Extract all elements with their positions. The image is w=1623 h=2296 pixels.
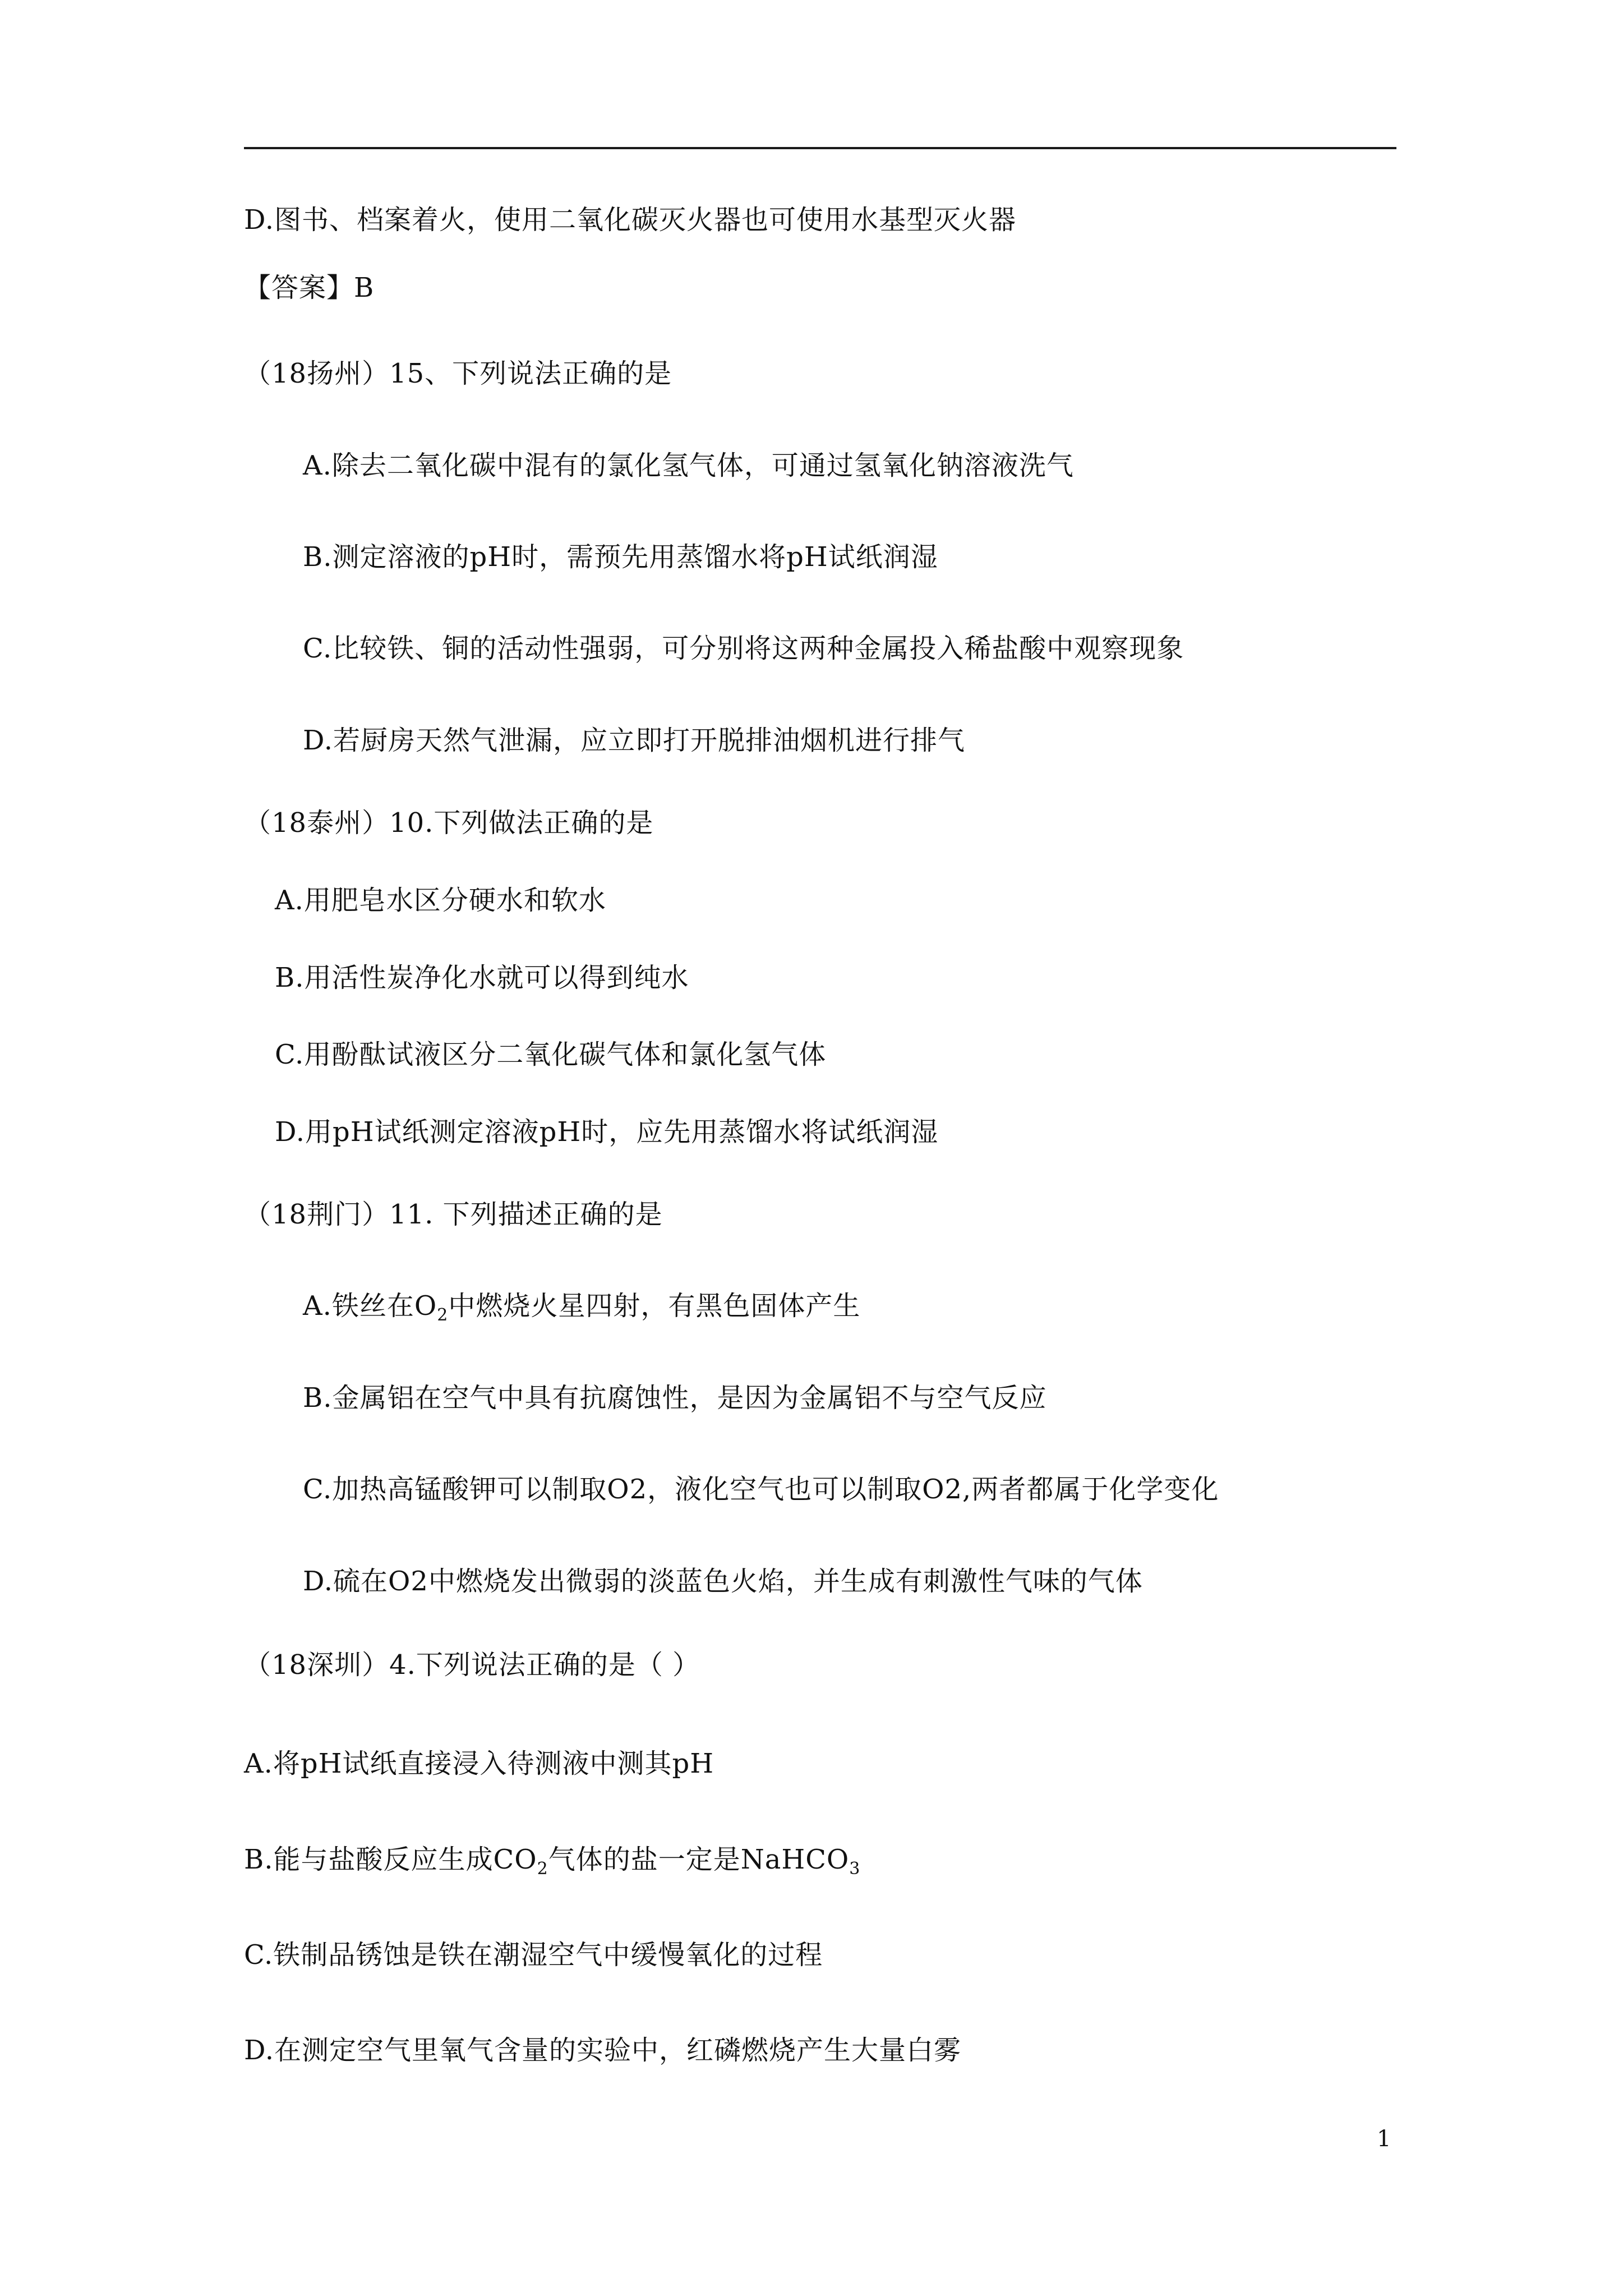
option-a <box>303 1289 860 1323</box>
page-number: 1 <box>1377 2126 1391 2152</box>
question-heading: （18扬州）15、下列说法正确的是 <box>244 358 672 389</box>
question-heading: （18荆门）11. 下列描述正确的是 <box>244 1199 663 1230</box>
option-text: 气体的盐一定是NaHCO <box>548 1844 850 1875</box>
option-c: C.铁制品锈蚀是铁在潮湿空气中缓慢氧化的过程 <box>244 1939 823 1971</box>
option-d: D.硫在O2中燃烧发出微弱的淡蓝色火焰，并生成有刺激性气味的气体 <box>303 1566 1143 1597</box>
option-d: D.在测定空气里氧气含量的实验中，红磷燃烧产生大量白雾 <box>244 2035 962 2066</box>
option-text: B.能与盐酸反应生成CO <box>244 1844 537 1875</box>
option-a: A.除去二氧化碳中混有的氯化氢气体，可通过氢氧化钠溶液洗气 <box>303 450 1074 481</box>
option-b: B.测定溶液的pH时，需预先用蒸馏水将pH试纸润湿 <box>303 541 938 573</box>
option-b <box>244 1843 861 1879</box>
header-rule <box>244 147 1396 149</box>
option-b: B.金属铝在空气中具有抗腐蚀性，是因为金属铝不与空气反应 <box>303 1382 1047 1414</box>
subscript: 3 <box>849 1859 861 1879</box>
option-text: 中燃烧火星四射，有黑色固体产生 <box>448 1290 861 1322</box>
option-a: A.用肥皂水区分硬水和软水 <box>275 885 606 916</box>
question-heading: （18泰州）10.下列做法正确的是 <box>244 807 654 839</box>
option-b: B.用活性炭净化水就可以得到纯水 <box>275 962 689 993</box>
option-c: C.用酚酞试液区分二氧化碳气体和氯化氢气体 <box>275 1039 827 1070</box>
subscript: 2 <box>437 1305 449 1325</box>
option-text: A.铁丝在O <box>303 1290 437 1322</box>
subscript: 2 <box>537 1859 548 1879</box>
question-heading: （18深圳）4.下列说法正确的是（ ） <box>244 1649 700 1681</box>
option-c: C.比较铁、铜的活动性强弱，可分别将这两种金属投入稀盐酸中观察现象 <box>303 633 1184 664</box>
text-line: D.图书、档案着火，使用二氧化碳灭火器也可使用水基型灭火器 <box>244 204 1017 236</box>
option-c: C.加热高锰酸钾可以制取O2，液化空气也可以制取O2,两者都属于化学变化 <box>303 1474 1219 1505</box>
answer-line: 【答案】B <box>244 272 375 303</box>
option-a: A.将pH试纸直接浸入待测液中测其pH <box>244 1748 714 1779</box>
option-d: D.用pH试纸测定溶液pH时，应先用蒸馏水将试纸润湿 <box>275 1116 939 1148</box>
option-d: D.若厨房天然气泄漏，应立即打开脱排油烟机进行排气 <box>303 725 966 756</box>
